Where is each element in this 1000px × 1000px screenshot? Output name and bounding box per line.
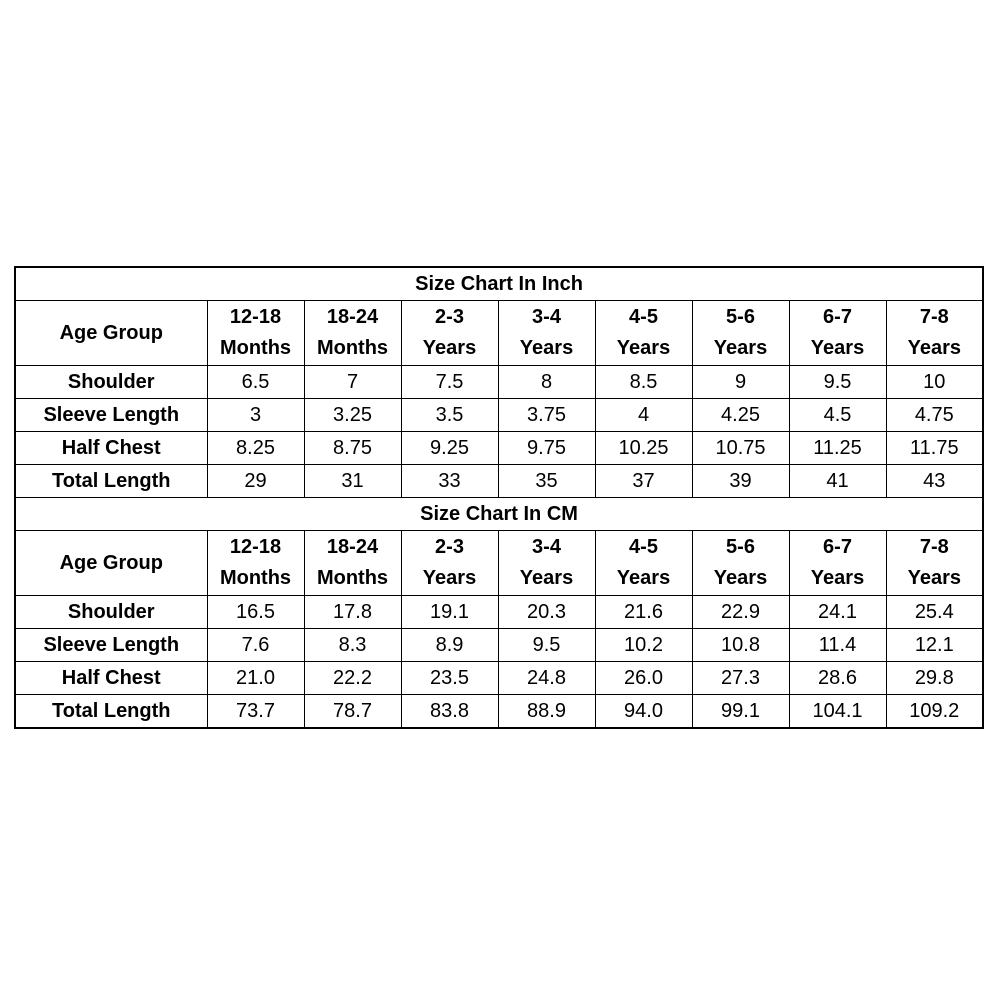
age-unit: Years: [713, 567, 768, 589]
measurement-value: 11.4: [789, 629, 886, 662]
age-range: 5-6: [726, 536, 755, 558]
table-row: [15, 629, 983, 662]
measurement-value: 3.75: [498, 399, 595, 432]
table-row: [15, 695, 983, 729]
measurement-label: Sleeve Length: [15, 629, 207, 662]
measurement-value: 33: [401, 465, 498, 498]
table-row: [15, 366, 983, 399]
measurement-value: 22.9: [692, 596, 789, 629]
measurement-value: 10.8: [692, 629, 789, 662]
age-range: 4-5: [629, 536, 658, 558]
age-column-header: [886, 301, 983, 366]
measurement-value: 20.3: [498, 596, 595, 629]
age-column-header: [401, 301, 498, 366]
measurement-value: 99.1: [692, 695, 789, 729]
measurement-value: 83.8: [401, 695, 498, 729]
age-column-header: [692, 301, 789, 366]
measurement-value: 7: [304, 366, 401, 399]
measurement-value: 26.0: [595, 662, 692, 695]
section-title: Size Chart In CM: [15, 498, 983, 531]
measurement-value: 78.7: [304, 695, 401, 729]
measurement-value: 6.5: [207, 366, 304, 399]
measurement-value: 31: [304, 465, 401, 498]
measurement-value: 3.25: [304, 399, 401, 432]
measurement-value: 21.6: [595, 596, 692, 629]
measurement-value: 9.5: [789, 366, 886, 399]
age-range: 18-24: [326, 536, 379, 558]
measurement-value: 4.25: [692, 399, 789, 432]
measurement-value: 4.75: [886, 399, 983, 432]
age-range: 2-3: [435, 536, 464, 558]
age-range: 12-18: [229, 306, 282, 328]
age-column-header: [692, 531, 789, 596]
measurement-value: 10.25: [595, 432, 692, 465]
age-column-header: [207, 531, 304, 596]
measurement-value: 3.5: [401, 399, 498, 432]
measurement-label: Half Chest: [15, 432, 207, 465]
measurement-value: 109.2: [886, 695, 983, 729]
age-column-header: [207, 301, 304, 366]
measurement-value: 9: [692, 366, 789, 399]
measurement-value: 7.5: [401, 366, 498, 399]
header-row: [15, 301, 983, 366]
measurement-label: Shoulder: [15, 596, 207, 629]
table-row: [15, 596, 983, 629]
age-column-header: [304, 301, 401, 366]
age-column-header: [789, 301, 886, 366]
measurement-value: 21.0: [207, 662, 304, 695]
age-unit: Years: [713, 337, 768, 359]
measurement-value: 3: [207, 399, 304, 432]
measurement-value: 41: [789, 465, 886, 498]
age-unit: Years: [907, 337, 961, 359]
measurement-value: 104.1: [789, 695, 886, 729]
age-range: 2-3: [435, 306, 464, 328]
measurement-label: Sleeve Length: [15, 399, 207, 432]
age-column-header: [595, 301, 692, 366]
age-column-header: [498, 531, 595, 596]
measurement-value: 37: [595, 465, 692, 498]
measurement-value: 9.75: [498, 432, 595, 465]
measurement-label: Half Chest: [15, 662, 207, 695]
age-group-header: Age Group: [15, 301, 207, 366]
measurement-value: 9.25: [401, 432, 498, 465]
measurement-value: 8.5: [595, 366, 692, 399]
age-column-header: [789, 531, 886, 596]
age-column-header: [595, 531, 692, 596]
age-group-header: Age Group: [15, 531, 207, 596]
measurement-value: 10.2: [595, 629, 692, 662]
measurement-value: 7.6: [207, 629, 304, 662]
measurement-value: 8.9: [401, 629, 498, 662]
age-unit: Years: [810, 567, 865, 589]
age-range: 3-4: [532, 306, 561, 328]
age-unit: Years: [810, 337, 865, 359]
measurement-value: 25.4: [886, 596, 983, 629]
measurement-value: 29: [207, 465, 304, 498]
age-column-header: [886, 531, 983, 596]
age-unit: Years: [616, 567, 671, 589]
age-unit: Years: [519, 567, 574, 589]
age-range: 6-7: [823, 306, 852, 328]
measurement-value: 11.75: [886, 432, 983, 465]
age-unit: Years: [422, 337, 477, 359]
measurement-value: 43: [886, 465, 983, 498]
measurement-value: 11.25: [789, 432, 886, 465]
section-title-row: [15, 498, 983, 531]
measurement-value: 22.2: [304, 662, 401, 695]
table-row: [15, 399, 983, 432]
measurement-value: 8: [498, 366, 595, 399]
age-column-header: [498, 301, 595, 366]
measurement-value: 35: [498, 465, 595, 498]
measurement-value: 17.8: [304, 596, 401, 629]
measurement-value: 23.5: [401, 662, 498, 695]
age-unit: Months: [219, 567, 292, 589]
age-range: 4-5: [629, 306, 658, 328]
measurement-value: 28.6: [789, 662, 886, 695]
age-column-header: [304, 531, 401, 596]
measurement-value: 24.1: [789, 596, 886, 629]
table-row: [15, 662, 983, 695]
age-unit: Months: [316, 337, 389, 359]
measurement-value: 8.25: [207, 432, 304, 465]
age-range: 7-8: [919, 536, 949, 558]
section-title: Size Chart In Inch: [15, 267, 983, 301]
header-row: [15, 531, 983, 596]
age-unit: Months: [219, 337, 292, 359]
table-row: [15, 465, 983, 498]
measurement-value: 16.5: [207, 596, 304, 629]
measurement-value: 88.9: [498, 695, 595, 729]
measurement-value: 10: [886, 366, 983, 399]
measurement-value: 94.0: [595, 695, 692, 729]
measurement-value: 39: [692, 465, 789, 498]
measurement-value: 24.8: [498, 662, 595, 695]
measurement-value: 10.75: [692, 432, 789, 465]
age-unit: Years: [616, 337, 671, 359]
age-unit: Months: [316, 567, 389, 589]
size-chart-table: [14, 266, 984, 729]
section-title-row: [15, 267, 983, 301]
measurement-value: 8.3: [304, 629, 401, 662]
age-range: 5-6: [726, 306, 755, 328]
measurement-label: Shoulder: [15, 366, 207, 399]
measurement-value: 27.3: [692, 662, 789, 695]
measurement-value: 4: [595, 399, 692, 432]
age-range: 7-8: [919, 306, 949, 328]
age-range: 18-24: [326, 306, 379, 328]
measurement-value: 8.75: [304, 432, 401, 465]
measurement-value: 73.7: [207, 695, 304, 729]
size-chart: [14, 266, 982, 729]
age-column-header: [401, 531, 498, 596]
table-row: [15, 432, 983, 465]
measurement-label: Total Length: [15, 695, 207, 729]
age-unit: Years: [519, 337, 574, 359]
age-range: 12-18: [229, 536, 282, 558]
measurement-value: 19.1: [401, 596, 498, 629]
age-range: 6-7: [823, 536, 852, 558]
measurement-value: 9.5: [498, 629, 595, 662]
measurement-value: 12.1: [886, 629, 983, 662]
measurement-value: 4.5: [789, 399, 886, 432]
age-range: 3-4: [532, 536, 561, 558]
age-unit: Years: [907, 567, 961, 589]
measurement-label: Total Length: [15, 465, 207, 498]
measurement-value: 29.8: [886, 662, 983, 695]
age-unit: Years: [422, 567, 477, 589]
